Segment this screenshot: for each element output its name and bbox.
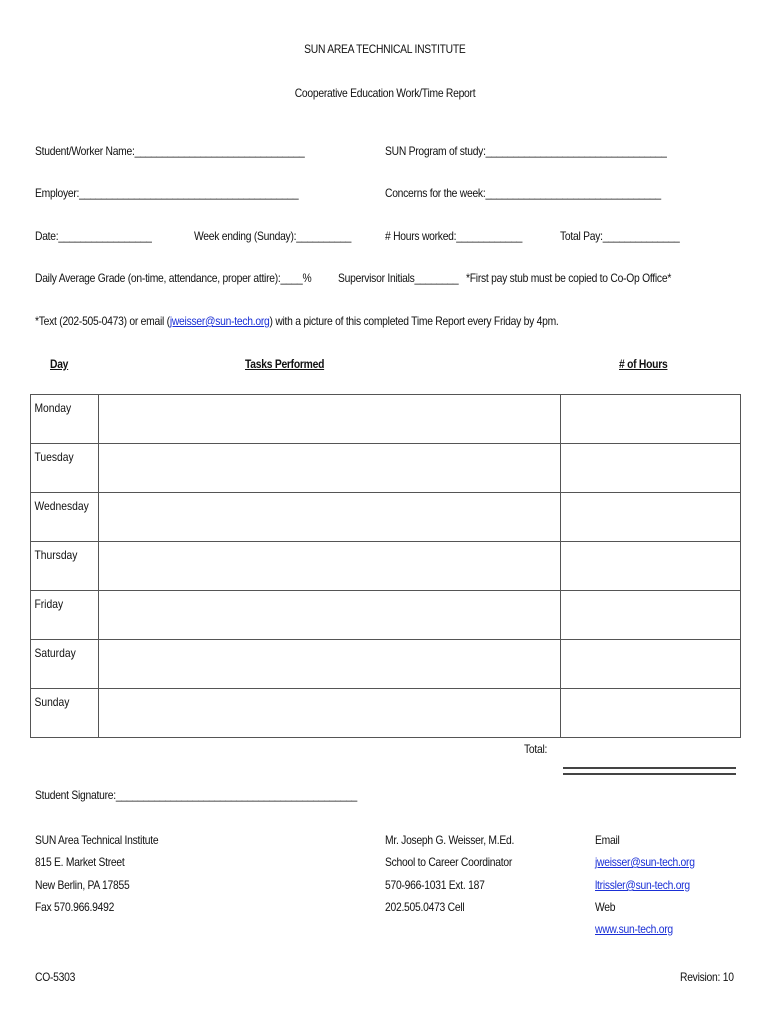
tasks-cell[interactable] (99, 493, 560, 542)
hours-cell[interactable] (560, 591, 740, 640)
header-day: Day (50, 357, 69, 371)
total-double-rule (563, 773, 736, 775)
institute-title: SUN AREA TECHNICAL INSTITUTE (304, 42, 466, 56)
employer-field[interactable]: Employer:________________________________________ (35, 186, 299, 200)
form-title: Cooperative Education Work/Time Report (294, 86, 476, 100)
tasks-cell[interactable] (99, 640, 560, 689)
header-hours: # of Hours (619, 357, 668, 371)
total-double-rule (563, 767, 736, 769)
tasks-cell[interactable] (99, 542, 560, 591)
program-field[interactable]: SUN Program of study:_________________________________ (385, 144, 667, 158)
hours-worked-field[interactable]: # Hours worked:____________ (385, 229, 523, 243)
table-row (31, 591, 741, 640)
supervisor-initials-field[interactable]: Supervisor Initials________ (338, 271, 459, 285)
contact-line: 202.505.0473 Cell (385, 900, 465, 914)
date-field[interactable]: Date:_________________ (35, 229, 152, 243)
work-log-table (30, 394, 741, 738)
daily-grade-field[interactable]: Daily Average Grade (on-time, attendance, proper attire):____% (35, 271, 312, 285)
concerns-field[interactable]: Concerns for the week:________________________________ (385, 186, 661, 200)
tasks-cell[interactable] (99, 444, 560, 493)
website-link[interactable]: www.sun-tech.org (595, 922, 673, 936)
contact-line: 570-966-1031 Ext. 187 (385, 878, 485, 892)
day-label: Saturday (34, 646, 76, 660)
contact-line: Mr. Joseph G. Weisser, M.Ed. (385, 833, 515, 847)
tasks-cell[interactable] (99, 591, 560, 640)
email-link-trissler[interactable]: ltrissler@sun-tech.org (595, 878, 690, 892)
table-row (31, 689, 741, 738)
tasks-cell[interactable] (99, 689, 560, 738)
hours-cell[interactable] (560, 542, 740, 591)
instruction-email-link[interactable]: jweisser@sun-tech.org (169, 314, 270, 328)
hours-cell[interactable] (560, 395, 740, 444)
contact-line: School to Career Coordinator (385, 855, 513, 869)
day-label: Sunday (34, 695, 70, 709)
day-label: Monday (34, 401, 72, 415)
pay-stub-note: *First pay stub must be copied to Co-Op Office* (466, 271, 672, 285)
header-tasks: Tasks Performed (245, 357, 325, 371)
address-line: SUN Area Technical Institute (35, 833, 159, 847)
instruction-line: *Text (202-505-0473) or email (jweisser@sun-tech.org) with a picture of this completed Time Report every Friday by 4pm. (35, 314, 559, 328)
table-row (31, 493, 741, 542)
total-pay-field[interactable]: Total Pay:______________ (560, 229, 680, 243)
day-label: Friday (34, 597, 64, 611)
hours-cell[interactable] (560, 444, 740, 493)
table-row (31, 444, 741, 493)
email-link-weisser[interactable]: jweisser@sun-tech.org (595, 855, 695, 869)
day-label: Thursday (34, 548, 78, 562)
student-signature-field[interactable]: Student Signature:____________________________________________ (35, 788, 358, 802)
day-label: Wednesday (34, 499, 89, 513)
web-label: Web (595, 900, 616, 914)
address-line: 815 E. Market Street (35, 855, 125, 869)
hours-cell[interactable] (560, 640, 740, 689)
hours-cell[interactable] (560, 493, 740, 542)
hours-cell[interactable] (560, 689, 740, 738)
form-code: CO-5303 (35, 970, 76, 984)
total-label: Total: (524, 742, 548, 756)
tasks-cell[interactable] (99, 395, 560, 444)
student-name-field[interactable]: Student/Worker Name:_______________________________ (35, 144, 305, 158)
table-row (31, 640, 741, 689)
address-line: Fax 570.966.9492 (35, 900, 115, 914)
revision-label: Revision: 10 (680, 970, 734, 984)
email-label: Email (595, 833, 620, 847)
table-row (31, 395, 741, 444)
table-row (31, 542, 741, 591)
day-label: Tuesday (34, 450, 74, 464)
week-ending-field[interactable]: Week ending (Sunday):__________ (194, 229, 352, 243)
address-line: New Berlin, PA 17855 (35, 878, 130, 892)
